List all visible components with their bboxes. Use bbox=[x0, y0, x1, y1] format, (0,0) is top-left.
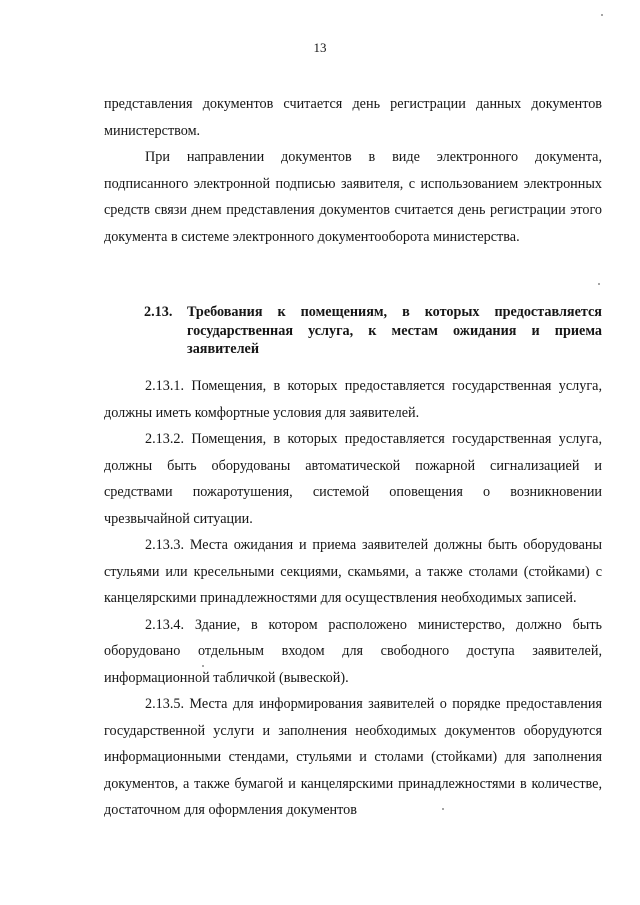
items-block bbox=[104, 373, 602, 824]
section-number: 2.13. bbox=[144, 304, 173, 320]
scan-speck bbox=[202, 665, 204, 667]
paragraph-2-13-5: 2.13.5. Места для информирования заявителей о порядке предоставления государственной услуги и заполнения необходимых документов оборудуются информационными стендами, стульями и столами (стойками) для заполнения документов, а также бумагой и канцелярскими принадлежностями в количестве, достаточном для оформления документов bbox=[104, 696, 602, 818]
scan-speck bbox=[598, 283, 600, 285]
intro-block bbox=[104, 91, 602, 250]
scan-speck bbox=[601, 14, 603, 16]
intro-paragraph-1: представления документов считается день регистрации данных документов министерством. bbox=[104, 96, 602, 139]
page-number: 13 bbox=[313, 40, 327, 55]
section-heading bbox=[144, 303, 602, 359]
paragraph-2-13-4: 2.13.4. Здание, в котором расположено министерство, должно быть оборудовано отдельным входом для свободного доступа заявителей, информационной табличкой (вывеской). bbox=[104, 616, 602, 686]
paragraph-2-13-1: 2.13.1. Помещения, в которых предоставляется государственная услуга, должны иметь комфортные условия для заявителей. bbox=[104, 378, 602, 421]
section-title: Требования к помещениям, в которых предоставляется государственная услуга, к местам ожидания и приема заявителей bbox=[187, 304, 602, 357]
intro-paragraph-2: При направлении документов в виде электронного документа, подписанного электронной подписью заявителя, с использованием электронных средств связи днем представления документов считается день регистрации этого документа в системе электронного документооборота министерства. bbox=[104, 149, 602, 245]
paragraph-2-13-3: 2.13.3. Места ожидания и приема заявителей должны быть оборудованы стульями или кресельными секциями, скамьями, а также столами (стойками) с канцелярскими принадлежностями для осуществления необходимых записей. bbox=[104, 537, 602, 606]
paragraph-2-13-2: 2.13.2. Помещения, в которых предоставляется государственная услуга, должны быть оборудованы автоматической пожарной сигнализацией и средствами пожаротушения, системой оповещения о возникновении чрезвычайной ситуации. bbox=[104, 431, 602, 527]
scan-speck bbox=[442, 808, 444, 810]
